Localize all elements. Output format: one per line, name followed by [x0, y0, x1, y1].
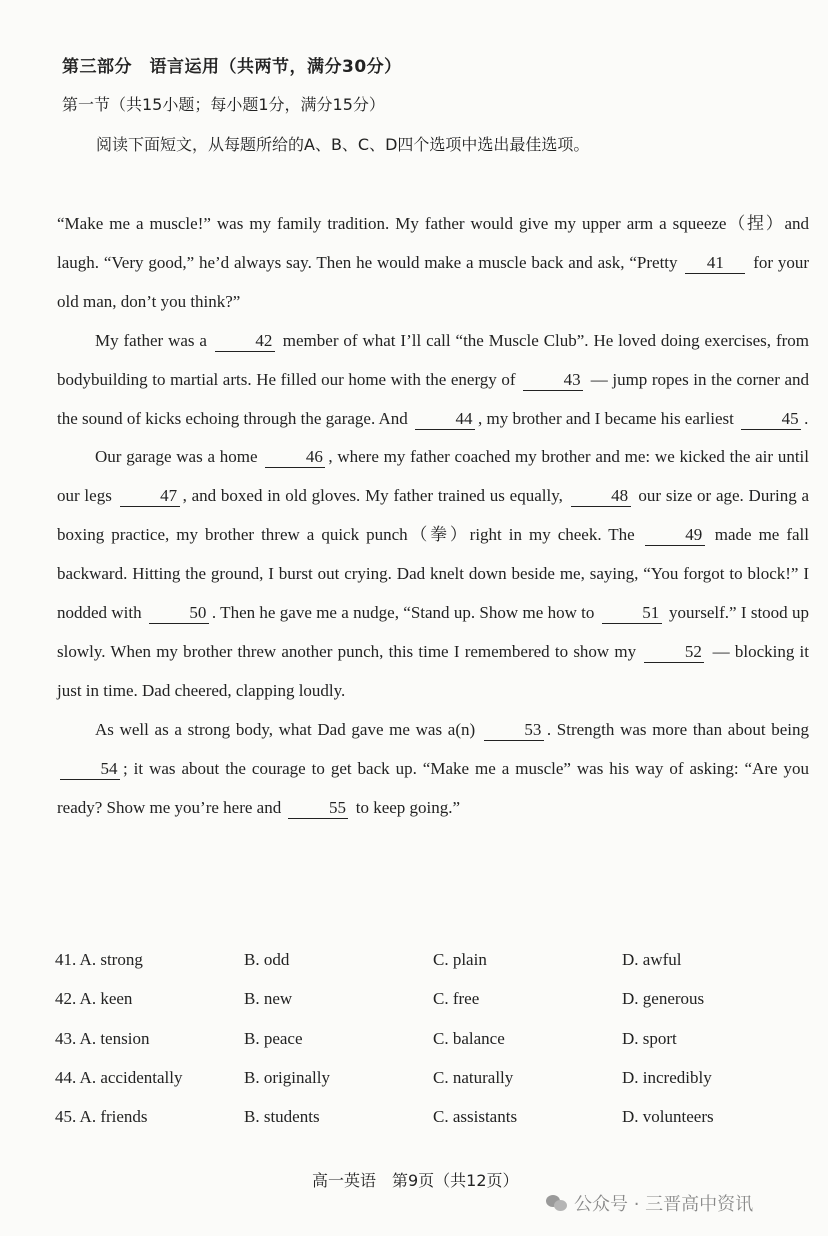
answer-options [55, 950, 815, 1146]
option-d: D. incredibly [622, 1067, 712, 1087]
sub-title: 第一节（共15小题；每小题1分，满分15分） [62, 95, 385, 114]
text: , where my father coached my brother and me: we kicked the air until our legs [57, 447, 809, 506]
text: our size or age. During a boxing practice, my brother threw a quick punch（拳）right in my cheek. The [57, 486, 810, 545]
watermark [546, 1190, 753, 1216]
paragraph-2 [57, 322, 809, 439]
option-a: 43. A. tension [55, 1028, 150, 1048]
option-b: B. odd [244, 950, 290, 969]
option-d: D. awful [622, 950, 682, 969]
blank-42: 42 [215, 331, 275, 352]
text: , and boxed in old gloves. My father trained us equally, [182, 486, 563, 506]
text: As well as a strong body, what Dad gave me was a(n) [95, 719, 476, 739]
text: , my brother and I became his earliest [478, 408, 734, 428]
option-b: B. originally [244, 1067, 330, 1087]
option-c: C. free [433, 989, 480, 1009]
question-42-options [55, 989, 815, 1028]
option-b: B. peace [244, 1028, 303, 1048]
blank-48: 48 [571, 486, 631, 507]
option-a: 44. A. accidentally [55, 1067, 183, 1087]
question-41-options [55, 950, 815, 989]
option-d: D. volunteers [622, 1107, 714, 1127]
option-b: B. new [244, 989, 293, 1009]
paragraph-4 [57, 711, 809, 828]
option-d: D. generous [622, 989, 705, 1009]
blank-50: 50 [149, 603, 209, 624]
text: for your old man, don’t you think?” [57, 252, 810, 311]
paragraph-1 [57, 205, 809, 322]
instructions: 阅读下面短文，从每题所给的A、B、C、D四个选项中选出最佳选项。 [96, 135, 590, 154]
blank-51: 51 [602, 603, 662, 624]
option-c: C. plain [433, 950, 487, 969]
option-c: C. naturally [433, 1067, 514, 1087]
blank-52: 52 [644, 642, 704, 663]
blank-53: 53 [484, 720, 544, 741]
text: Our garage was a home [95, 447, 258, 467]
text: — blocking it just in time. Dad cheered, clapping loudly. [57, 641, 810, 700]
text: yourself.” I stood up slowly. When my brother threw another punch, this time I remembered to show my [57, 603, 810, 661]
blank-41: 41 [685, 253, 745, 274]
blank-44: 44 [415, 409, 475, 430]
option-d: D. sport [622, 1028, 677, 1048]
text: member of what I’ll call “the Muscle Club”. He loved doing exercises, from bodybuilding to martial arts. He filled our home with the energy of [57, 330, 809, 389]
paragraph-3 [57, 438, 809, 710]
option-b: B. students [244, 1107, 320, 1127]
text: to keep going.” [355, 797, 461, 817]
blank-43: 43 [523, 370, 583, 391]
text: . [804, 408, 809, 428]
text: — jump ropes in the corner and the sound of kicks echoing through the garage. And [57, 369, 810, 428]
blank-46: 46 [265, 447, 325, 468]
text: ; it was about the courage to get back up. “Make me a muscle” was his way of asking: “Are you ready? Show me you’re here and [57, 758, 809, 817]
option-c: C. balance [433, 1028, 505, 1048]
blank-55: 55 [288, 798, 348, 819]
blank-49: 49 [645, 525, 705, 546]
text: . Then he gave me a nudge, “Stand up. Show me how to [211, 603, 595, 623]
blank-47: 47 [120, 486, 180, 507]
blank-45: 45 [741, 409, 801, 430]
option-a: 41. A. strong [55, 950, 143, 969]
text: “Make me a muscle!” was my family tradition. My father would give my upper arm a squeeze（捏）and laugh. “Very good,” he’d always say. Then he would make a muscle back and ask, “Pretty [57, 214, 809, 272]
text: made me fall backward. Hitting the ground, I burst out crying. Dad knelt down beside me, saying, “You forgot to block!” I nodded with [57, 525, 810, 623]
watermark-text: 公众号 · 三晋高中资讯 [574, 1194, 754, 1215]
option-a: 42. A. keen [55, 989, 133, 1009]
text: . Strength was more than about being [546, 719, 810, 739]
cloze-passage [57, 205, 809, 828]
question-43-options [55, 1029, 815, 1068]
blank-54: 54 [60, 759, 120, 780]
wechat-icon [546, 1193, 568, 1213]
question-45-options [55, 1107, 815, 1146]
text: My father was a [95, 330, 207, 350]
section-title: 第三部分 语言运用（共两节，满分30分） [62, 57, 402, 77]
question-44-options [55, 1068, 815, 1107]
option-a: 45. A. friends [55, 1107, 148, 1127]
option-c: C. assistants [433, 1107, 518, 1127]
page-footer: 高一英语 第9页（共12页） [312, 1171, 519, 1190]
